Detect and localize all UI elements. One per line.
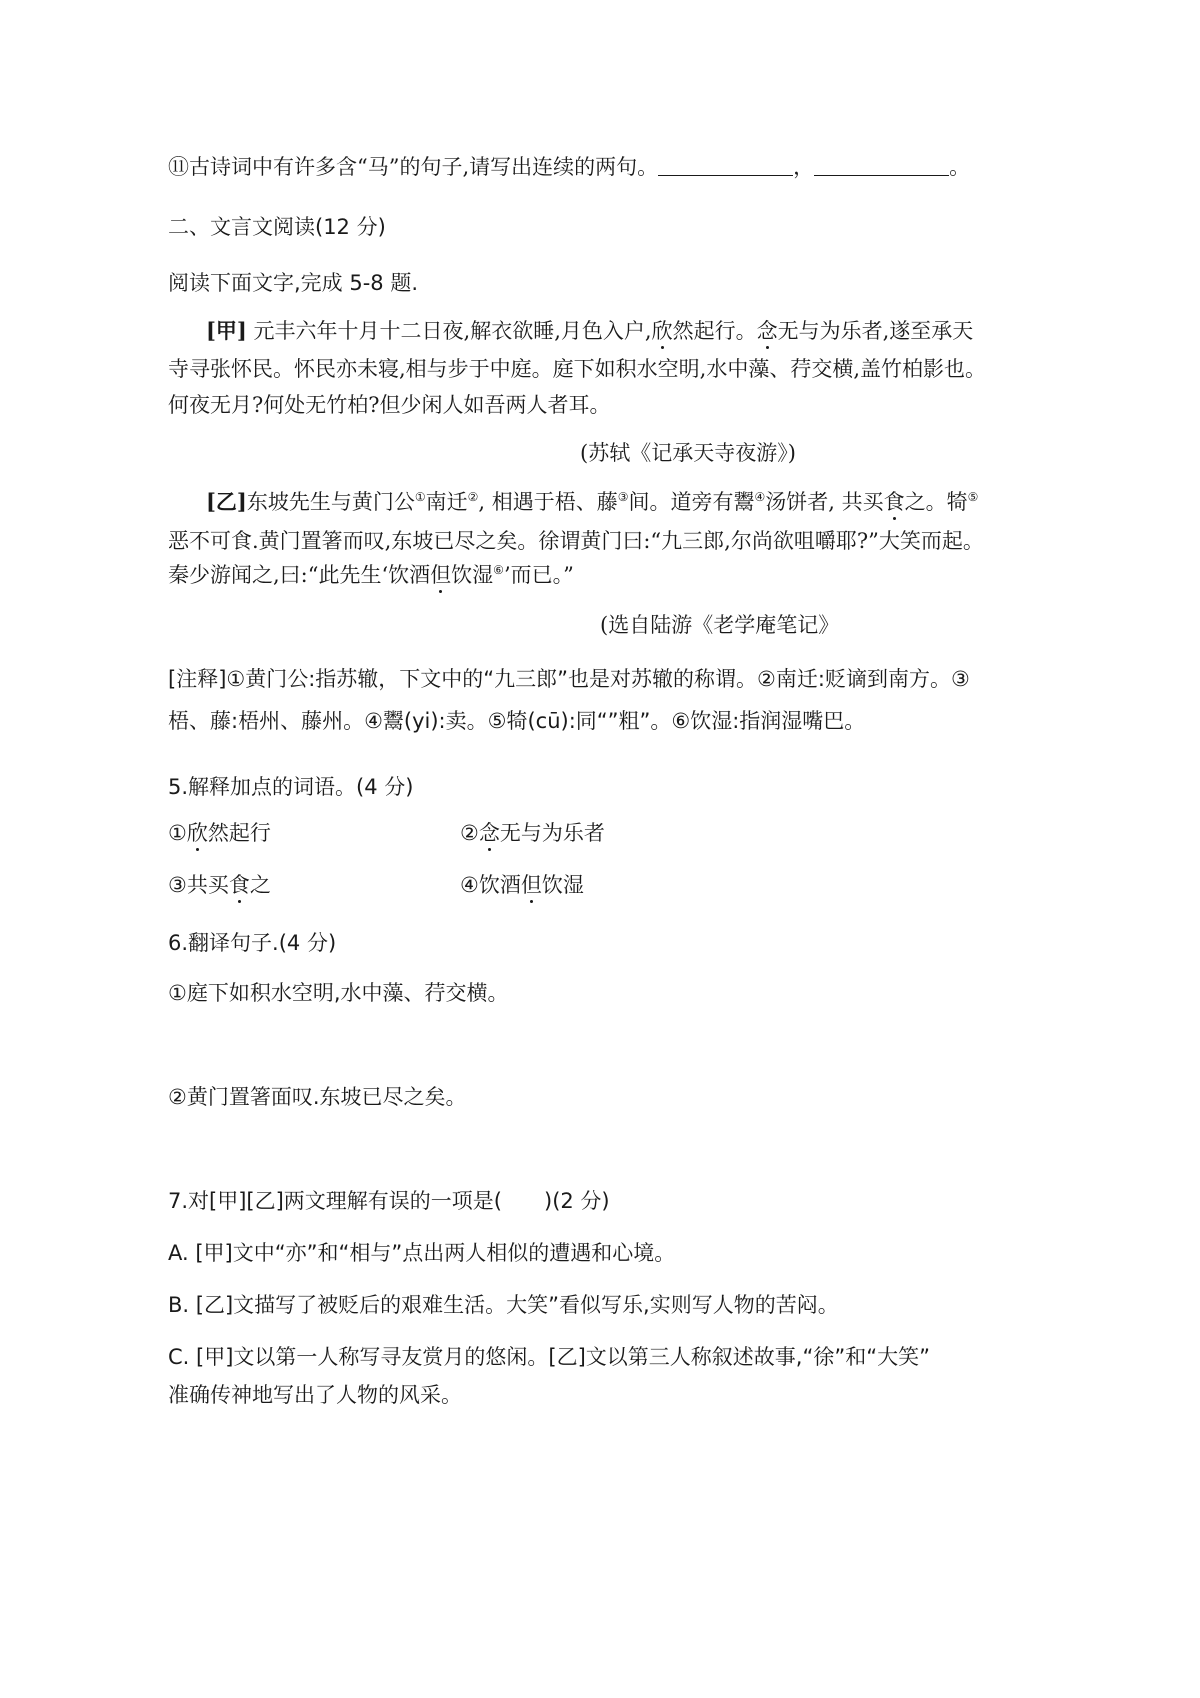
item-text: 无与为乐者 (499, 821, 605, 845)
passage-jia-line-1 (206, 316, 973, 346)
passage-text: 饮湿 (451, 563, 494, 587)
item-text: ① (168, 821, 187, 845)
section-title: 二、文言文阅读(12 分) (168, 215, 386, 239)
notes-line-1: [注释]①黄门公:指苏辙，下文中的“九三郎”也是对苏辙的称谓。②南迁:贬谪到南方。③ (168, 667, 970, 691)
q11-text: ⑪古诗词中有许多含“马”的句子,请写出连续的两句。 (168, 155, 659, 179)
passage-jia-source: (苏轼《记承天寺夜游》) (580, 441, 796, 465)
passage-text: 汤饼者, 共买 (765, 490, 884, 514)
dotted-char: 但 (520, 873, 542, 897)
passage-yi-source: (选自陆游《老学庵笔记》 (600, 613, 840, 637)
dotted-char: 食 (228, 873, 250, 897)
answer-blank-2[interactable] (814, 153, 949, 176)
q11-period: 。 (949, 155, 971, 179)
q7-title: 7.对[甲][乙]两文理解有误的一项是( )(2 分) (168, 1189, 610, 1213)
passage-text: , 相遇于梧、藤 (478, 490, 618, 514)
dotted-char: 欣 (186, 821, 208, 845)
passage-yi-label: [乙] (206, 489, 247, 514)
q7-option-b: B. [乙]文描写了被贬后的艰难生活。大笑”看似写乐,实则写人物的苦闷。 (168, 1293, 839, 1317)
q7-option-c-line-2: 准确传神地写出了人物的风采。 (168, 1383, 462, 1407)
q5-item-1 (168, 818, 271, 848)
passage-jia-line-3: 何夜无月?何处无竹柏?但少闲人如吾两人者耳。 (168, 393, 611, 417)
notes-line-2: 梧、藤:梧州、藤州。④鬻(yi):卖。⑤犄(cū):同“”粗”。⑥饮湿:指润湿嘴巴。 (168, 709, 866, 733)
item-text: 之 (249, 873, 271, 897)
q6-item-1: ①庭下如积水空明,水中藻、荇交横。 (168, 981, 509, 1005)
footnote-ref: ⑤ (967, 490, 979, 504)
passage-yi-line-2: 恶不可食.黄门置箸而叹,东坡已尽之矣。徐谓黄门曰:“九三郎,尔尚欲咀嚼耶?”大笑而起。 (168, 529, 984, 553)
footnote-ref: ③ (617, 490, 629, 504)
q5-title: 5.解释加点的词语。(4 分) (168, 775, 414, 799)
dotted-char: 但 (430, 563, 452, 587)
passage-yi-line-3 (168, 560, 574, 590)
q11-comma: ， (793, 155, 815, 179)
dotted-char: 念 (756, 319, 778, 343)
footnote-ref: ⑥ (493, 563, 504, 577)
q5-item-4 (460, 870, 584, 900)
q7-option-c-line-1: C. [甲]文以第一人称写寻友赏月的悠闲。[乙]文以第三人称叙述故事,“徐”和“大笑” (168, 1345, 930, 1369)
passage-text: 南迁 (425, 490, 468, 514)
q6-item-2: ②黄门置箸面叹.东坡已尽之矣。 (168, 1085, 467, 1109)
passage-text: 之。犄 (904, 490, 968, 514)
footnote-ref: ② (467, 490, 479, 504)
passage-yi-line-1 (206, 487, 978, 517)
item-text: 饮湿 (541, 873, 584, 897)
q5-item-2 (460, 818, 605, 848)
passage-jia-label: [甲] (206, 318, 247, 343)
q11-line (168, 152, 970, 182)
dotted-char: 念 (478, 821, 500, 845)
passage-text: ’而已。” (503, 563, 574, 587)
dotted-char: 食 (883, 490, 905, 514)
q7-option-a: A. [甲]文中“亦”和“相与”点出两人相似的遭遇和心境。 (168, 1241, 676, 1265)
item-text: 然起行 (207, 821, 271, 845)
q5-item-3 (168, 870, 271, 900)
passage-jia-line-2: 寺寻张怀民。怀民亦未寝,相与步于中庭。庭下如积水空明,水中藻、荇交横,盖竹柏影也。 (168, 357, 987, 381)
item-text: ③共买 (168, 873, 229, 897)
passage-text: 秦少游闻之,曰:“此先生‘饮酒 (168, 563, 431, 587)
footnote-ref: ① (414, 490, 426, 504)
passage-text: 然起行。 (672, 319, 757, 343)
passage-text: 无与为乐者,遂至承天 (777, 319, 974, 343)
section-instruction: 阅读下面文字,完成 5-8 题. (168, 271, 418, 295)
answer-blank-1[interactable] (658, 153, 793, 176)
item-text: ④饮酒 (460, 873, 521, 897)
dotted-char: 欣 (651, 319, 673, 343)
passage-text: 元丰六年十月十二日夜,解衣欲睡,月色入户, (246, 319, 652, 343)
item-text: ② (460, 821, 479, 845)
passage-text: 间。道旁有鬻 (628, 490, 755, 514)
q6-title: 6.翻译句子.(4 分) (168, 931, 337, 955)
footnote-ref: ④ (754, 490, 766, 504)
passage-text: 东坡先生与黄门公 (246, 490, 415, 514)
